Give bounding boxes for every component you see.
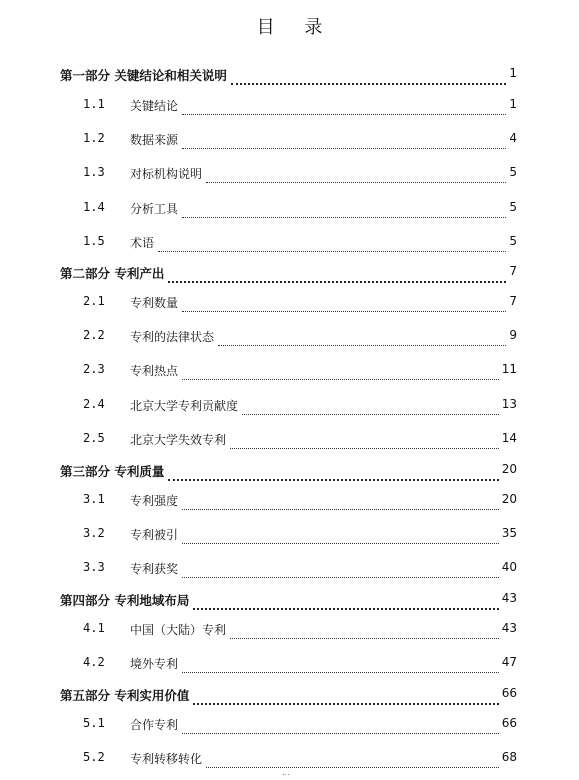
toc-dot-leader xyxy=(168,471,499,481)
toc-section-entry[interactable] xyxy=(0,492,579,512)
toc-part-entry[interactable] xyxy=(0,591,579,611)
toc-section-number: 5.2 xyxy=(83,750,105,764)
toc-page-number: 5 xyxy=(509,234,517,248)
toc-section-entry[interactable] xyxy=(0,200,579,220)
toc-section-number: 4.1 xyxy=(83,621,105,635)
toc-title: 目 录 xyxy=(256,17,335,38)
toc-entry-label: 第五部分 专利实用价值 xyxy=(60,688,190,703)
toc-page-number: 9 xyxy=(509,328,517,342)
toc-section-number: 1.5 xyxy=(83,234,105,248)
toc-section-number: 3.3 xyxy=(83,560,105,574)
toc-page-number: 43 xyxy=(501,591,517,605)
toc-section-number: 4.2 xyxy=(83,655,105,669)
toc-section-entry[interactable] xyxy=(0,560,579,580)
toc-dot-leader xyxy=(206,759,499,768)
toc-section-entry[interactable] xyxy=(0,131,579,151)
toc-section-entry[interactable] xyxy=(0,397,579,417)
toc-entry-label: 北京大学失效专利 xyxy=(130,433,227,447)
toc-section-number: 5.1 xyxy=(83,716,105,730)
toc-part-entry[interactable] xyxy=(0,66,579,86)
toc-dot-leader xyxy=(242,406,499,415)
toc-dot-leader xyxy=(230,630,499,639)
toc-dot-leader xyxy=(168,273,506,283)
toc-page-number: 13 xyxy=(501,397,517,411)
toc-entry-label: 第二部分 专利产出 xyxy=(60,266,165,281)
toc-section-number: 1.1 xyxy=(83,97,105,111)
toc-page-number: 1 xyxy=(509,66,517,80)
toc-dot-leader xyxy=(218,337,506,346)
toc-section-number: 1.2 xyxy=(83,131,105,145)
toc-entry-label: 境外专利 xyxy=(130,657,179,671)
toc-entry-label: 专利数量 xyxy=(130,296,179,310)
toc-section-entry[interactable] xyxy=(0,655,579,675)
toc-entry-label: 第一部分 关键结论和相关说明 xyxy=(60,68,227,83)
toc-page-number: 20 xyxy=(501,462,517,476)
toc-dot-leader xyxy=(182,209,506,218)
toc-entry-label: 中国（大陆）专利 xyxy=(130,623,227,637)
toc-dot-leader xyxy=(193,600,499,610)
toc-section-number: 2.5 xyxy=(83,431,105,445)
toc-entry-label: 合作专利 xyxy=(130,718,179,732)
toc-page-number: 35 xyxy=(501,526,517,540)
toc-section-number: 2.1 xyxy=(83,294,105,308)
toc-dot-leader xyxy=(182,501,499,510)
toc-section-number: 3.1 xyxy=(83,492,105,506)
toc-entry-label: 关键结论 xyxy=(130,99,179,113)
toc-dot-leader xyxy=(182,664,499,673)
toc-section-number: 1.3 xyxy=(83,165,105,179)
toc-page-number: 5 xyxy=(509,165,517,179)
toc-section-number: 3.2 xyxy=(83,526,105,540)
toc-section-entry[interactable] xyxy=(0,431,579,451)
toc-page-number: 7 xyxy=(509,264,517,278)
toc-dot-leader xyxy=(182,371,499,380)
toc-section-number: 2.3 xyxy=(83,362,105,376)
toc-page-number: 66 xyxy=(501,716,517,730)
toc-dot-leader xyxy=(158,243,506,252)
toc-part-entry[interactable] xyxy=(0,264,579,284)
toc-page-number: 7 xyxy=(509,294,517,308)
toc-dot-leader xyxy=(230,440,499,449)
toc-dot-leader xyxy=(182,303,506,312)
toc-page-number: 20 xyxy=(501,492,517,506)
toc-section-number: 2.4 xyxy=(83,397,105,411)
page-continuation-mark: ... xyxy=(282,768,290,777)
toc-section-entry[interactable] xyxy=(0,716,579,736)
toc-page-number: 43 xyxy=(501,621,517,635)
toc-section-entry[interactable] xyxy=(0,362,579,382)
toc-section-entry[interactable] xyxy=(0,750,579,770)
toc-entry-label: 对标机构说明 xyxy=(130,167,203,181)
toc-page-number: 1 xyxy=(509,97,517,111)
toc-entry-label: 第四部分 专利地域布局 xyxy=(60,593,190,608)
toc-section-entry[interactable] xyxy=(0,234,579,254)
toc-page-number: 11 xyxy=(501,362,517,376)
toc-entry-label: 分析工具 xyxy=(130,202,179,216)
toc-entry-label: 专利转移转化 xyxy=(130,752,203,766)
toc-part-entry[interactable] xyxy=(0,686,579,706)
toc-dot-leader xyxy=(182,569,499,578)
toc-section-entry[interactable] xyxy=(0,328,579,348)
toc-entry-label: 术语 xyxy=(130,236,155,250)
toc-dot-leader xyxy=(182,140,506,149)
toc-section-number: 2.2 xyxy=(83,328,105,342)
toc-entry-label: 北京大学专利贡献度 xyxy=(130,399,239,413)
toc-entry-label: 专利获奖 xyxy=(130,562,179,576)
toc-dot-leader xyxy=(182,535,499,544)
toc-page-number: 68 xyxy=(501,750,517,764)
toc-section-number: 1.4 xyxy=(83,200,105,214)
toc-dot-leader xyxy=(206,174,506,183)
toc-section-entry[interactable] xyxy=(0,294,579,314)
toc-page-number: 47 xyxy=(501,655,517,669)
toc-entry-label: 专利强度 xyxy=(130,494,179,508)
toc-entry-label: 专利被引 xyxy=(130,528,179,542)
toc-section-entry[interactable] xyxy=(0,97,579,117)
toc-section-entry[interactable] xyxy=(0,165,579,185)
toc-dot-leader xyxy=(182,106,506,115)
toc-dot-leader xyxy=(193,695,499,705)
toc-page-number: 14 xyxy=(501,431,517,445)
toc-page-number: 4 xyxy=(509,131,517,145)
toc-section-entry[interactable] xyxy=(0,621,579,641)
toc-entry-label: 数据来源 xyxy=(130,133,179,147)
toc-entry-label: 专利热点 xyxy=(130,364,179,378)
toc-dot-leader xyxy=(231,75,506,85)
toc-section-entry[interactable] xyxy=(0,526,579,546)
toc-entry-label: 专利的法律状态 xyxy=(130,330,215,344)
toc-page-number: 40 xyxy=(501,560,517,574)
toc-part-entry[interactable] xyxy=(0,462,579,482)
toc-dot-leader xyxy=(182,725,499,734)
toc-page-number: 5 xyxy=(509,200,517,214)
toc-page-number: 66 xyxy=(501,686,517,700)
toc-entry-label: 第三部分 专利质量 xyxy=(60,464,165,479)
